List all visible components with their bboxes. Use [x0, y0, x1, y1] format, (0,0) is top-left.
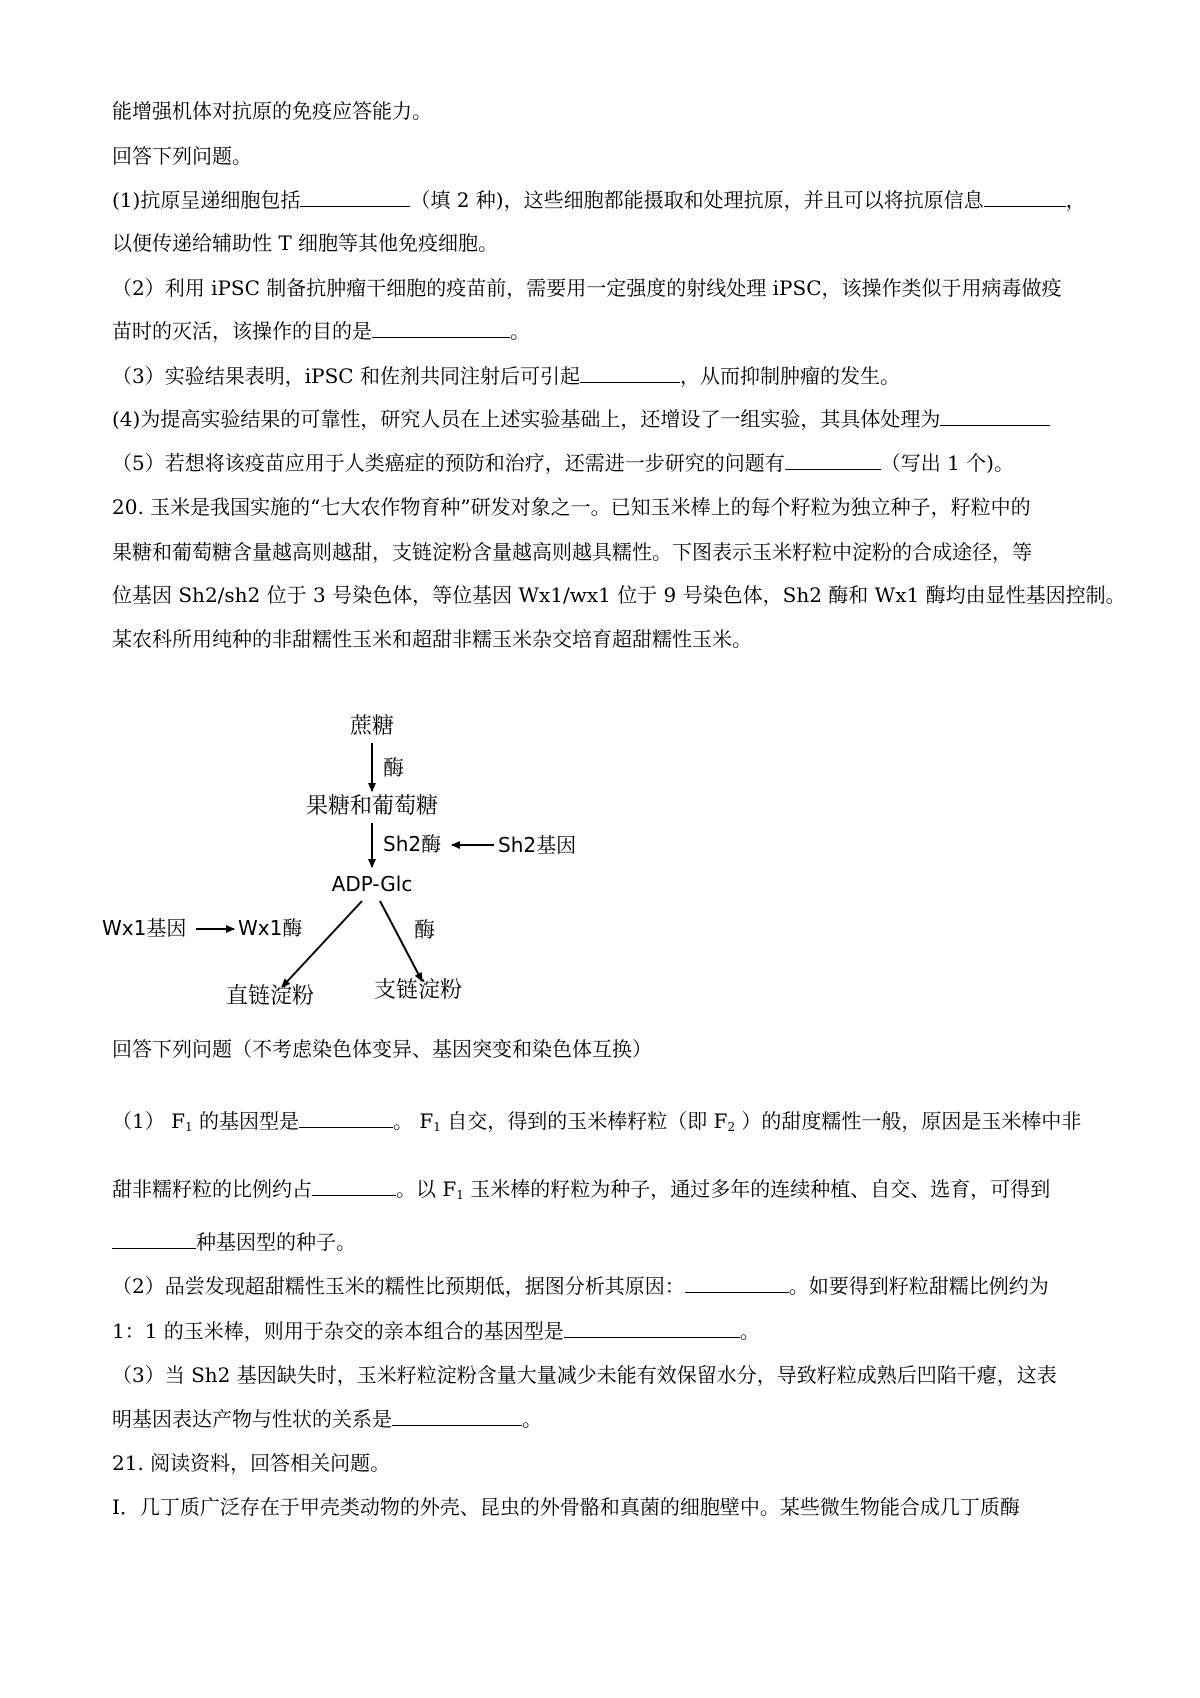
text: 。以 F — [396, 1177, 457, 1201]
q20-prompt — [112, 1036, 1112, 1062]
wx1-gene-label: Wx1基因 — [102, 916, 187, 940]
q20-stem-4 — [112, 626, 1112, 652]
text: 20. 玉米是我国实施的“七大农作物育种”研发对象之一。已知玉米棒上的每个籽粒为独立种子，籽粒中的 — [112, 495, 1031, 519]
starch-pathway-diagram — [100, 705, 620, 1005]
text: （填 2 种)，这些细胞都能摄取和处理抗原，并且可以将抗原信息 — [410, 188, 984, 212]
text: 的基因型是 — [192, 1109, 299, 1133]
text: 某农科所用纯种的非甜糯性玉米和超甜非糯玉米杂交培育超甜糯性玉米。 — [112, 627, 752, 651]
text: 种基因型的种子。 — [196, 1230, 356, 1254]
fructose-glucose-label: 果糖和葡萄糖 — [305, 794, 439, 819]
answer-blank[interactable] — [785, 451, 881, 470]
q21-stem-2 — [112, 1494, 1112, 1520]
answer-blank[interactable] — [299, 1109, 393, 1128]
answer-blank[interactable] — [685, 1274, 789, 1293]
text: 回答下列问题（不考虑染色体变异、基因突变和染色体互换） — [112, 1037, 652, 1061]
text: 以便传递给辅助性 T 细胞等其他免疫细胞。 — [112, 231, 499, 255]
text: 位基因 Sh2/sh2 位于 3 号染色体，等位基因 Wx1/wx1 位于 9 号染色体，Sh2 酶和 Wx1 酶均由显性基因控制。 — [112, 583, 1126, 607]
q21-stem-1 — [112, 1450, 1112, 1476]
answer-blank[interactable] — [372, 319, 510, 338]
answer-blank[interactable] — [312, 1177, 396, 1196]
q19-line-1 — [112, 98, 1112, 124]
q20-sub-3 — [112, 1362, 1112, 1388]
q19-sub-3 — [112, 363, 1112, 389]
text: 回答下列问题。 — [112, 144, 252, 168]
enzyme-label-1: 酶 — [383, 756, 404, 780]
q20-sub-1-cont — [112, 1176, 1112, 1208]
text: ，从而抑制肿瘤的发生。 — [679, 364, 900, 388]
q19-sub-1-cont — [112, 230, 1112, 256]
text: 。 — [522, 1407, 542, 1431]
text: ， — [1065, 188, 1086, 212]
text: （2）品尝发现超甜糯性玉米的糯性比预期低，据图分析其原因： — [112, 1274, 685, 1298]
text: 甜非糯籽粒的比例约占 — [112, 1177, 312, 1201]
answer-blank[interactable] — [984, 188, 1066, 207]
amylose-label: 直链淀粉 — [225, 984, 315, 1005]
subscript: 1 — [184, 1120, 193, 1134]
answer-blank[interactable] — [564, 1319, 740, 1338]
sucrose-label: 蔗糖 — [349, 714, 395, 739]
text: 。 — [739, 1319, 760, 1343]
answer-blank[interactable] — [112, 1230, 196, 1249]
adp-glc-label: ADP-Glc — [331, 872, 413, 896]
q20-stem-1 — [112, 494, 1112, 520]
text: 玉米棒的籽粒为种子，通过多年的连续种植、自交、选育，可得到 — [463, 1177, 1051, 1201]
text: ）的甜度糯性一般，原因是玉米棒中非 — [735, 1109, 1082, 1133]
answer-blank[interactable] — [300, 188, 410, 207]
text: (1)抗原呈递细胞包括 — [112, 188, 301, 212]
q20-sub-1-cont2 — [112, 1229, 1112, 1255]
text: 。 F — [392, 1109, 434, 1133]
q20-stem-3 — [112, 582, 1126, 608]
text: （5）若想将该疫苗应用于人类癌症的预防和治疗，还需进一步研究的问题有 — [112, 451, 785, 475]
q19-sub-4 — [112, 406, 1112, 432]
q20-sub-1 — [112, 1108, 1112, 1140]
text: (4)为提高实验结果的可靠性，研究人员在上述实验基础上，还增设了一组实验，其具体处理为 — [112, 407, 941, 431]
text: （2）利用 iPSC 制备抗肿瘤干细胞的疫苗前，需要用一定强度的射线处理 iPSC，该操作类似于用病毒做疫 — [112, 276, 1062, 300]
q19-sub-1 — [112, 187, 1112, 213]
q20-sub-2 — [112, 1273, 1112, 1299]
answer-blank[interactable] — [392, 1407, 522, 1426]
q20-sub-3-cont — [112, 1406, 1112, 1432]
subscript: 1 — [456, 1188, 464, 1202]
text: 。 — [510, 319, 530, 343]
q19-sub-5 — [112, 450, 1112, 476]
text: 能增强机体对抗原的免疫应答能力。 — [112, 99, 432, 123]
enzyme-label-2: 酶 — [414, 918, 435, 942]
text: （1） F — [112, 1109, 185, 1133]
text: 果糖和葡萄糖含量越高则越甜，支链淀粉含量越高则越具糯性。下图表示玉米籽粒中淀粉的合成途径，等 — [112, 540, 1032, 564]
text: 21. 阅读资料，回答相关问题。 — [112, 1451, 391, 1475]
text: 明基因表达产物与性状的关系是 — [112, 1407, 392, 1431]
q20-sub-2-cont — [112, 1318, 1112, 1344]
wx1-enzyme-label: Wx1酶 — [238, 916, 303, 940]
answer-blank[interactable] — [940, 407, 1050, 426]
text: 苗时的灭活，该操作的目的是 — [112, 319, 372, 343]
amylopectin-label: 支链淀粉 — [373, 978, 463, 1003]
text: （写出 1 个)。 — [880, 451, 1014, 475]
text: 自交，得到的玉米棒籽粒（即 F — [440, 1109, 728, 1133]
arrow-adpglc-to-amylose — [282, 901, 362, 987]
sh2-gene-label: Sh2基因 — [498, 833, 577, 857]
text: Ⅰ．几丁质广泛存在于甲壳类动物的外壳、昆虫的外骨骼和真菌的细胞壁中。某些微生物能合成几丁质酶 — [112, 1495, 1020, 1519]
q19-sub-2-cont — [112, 318, 1112, 344]
subscript: 2 — [727, 1120, 736, 1134]
text: （3）当 Sh2 基因缺失时，玉米籽粒淀粉含量大量减少未能有效保留水分，导致籽粒成熟后凹陷干瘪，这表 — [112, 1363, 1057, 1387]
subscript: 1 — [433, 1120, 441, 1134]
text: （3）实验结果表明，iPSC 和佐剂共同注射后可引起 — [112, 364, 580, 388]
q19-sub-2 — [112, 275, 1112, 301]
text: 1：1 的玉米棒，则用于杂交的亲本组合的基因型是 — [112, 1319, 564, 1343]
answer-blank[interactable] — [580, 364, 680, 383]
sh2-enzyme-label: Sh2酶 — [383, 832, 442, 856]
q20-stem-2 — [112, 539, 1112, 565]
text: 。如要得到籽粒甜糯比例约为 — [788, 1274, 1049, 1298]
q19-prompt — [112, 143, 1112, 169]
